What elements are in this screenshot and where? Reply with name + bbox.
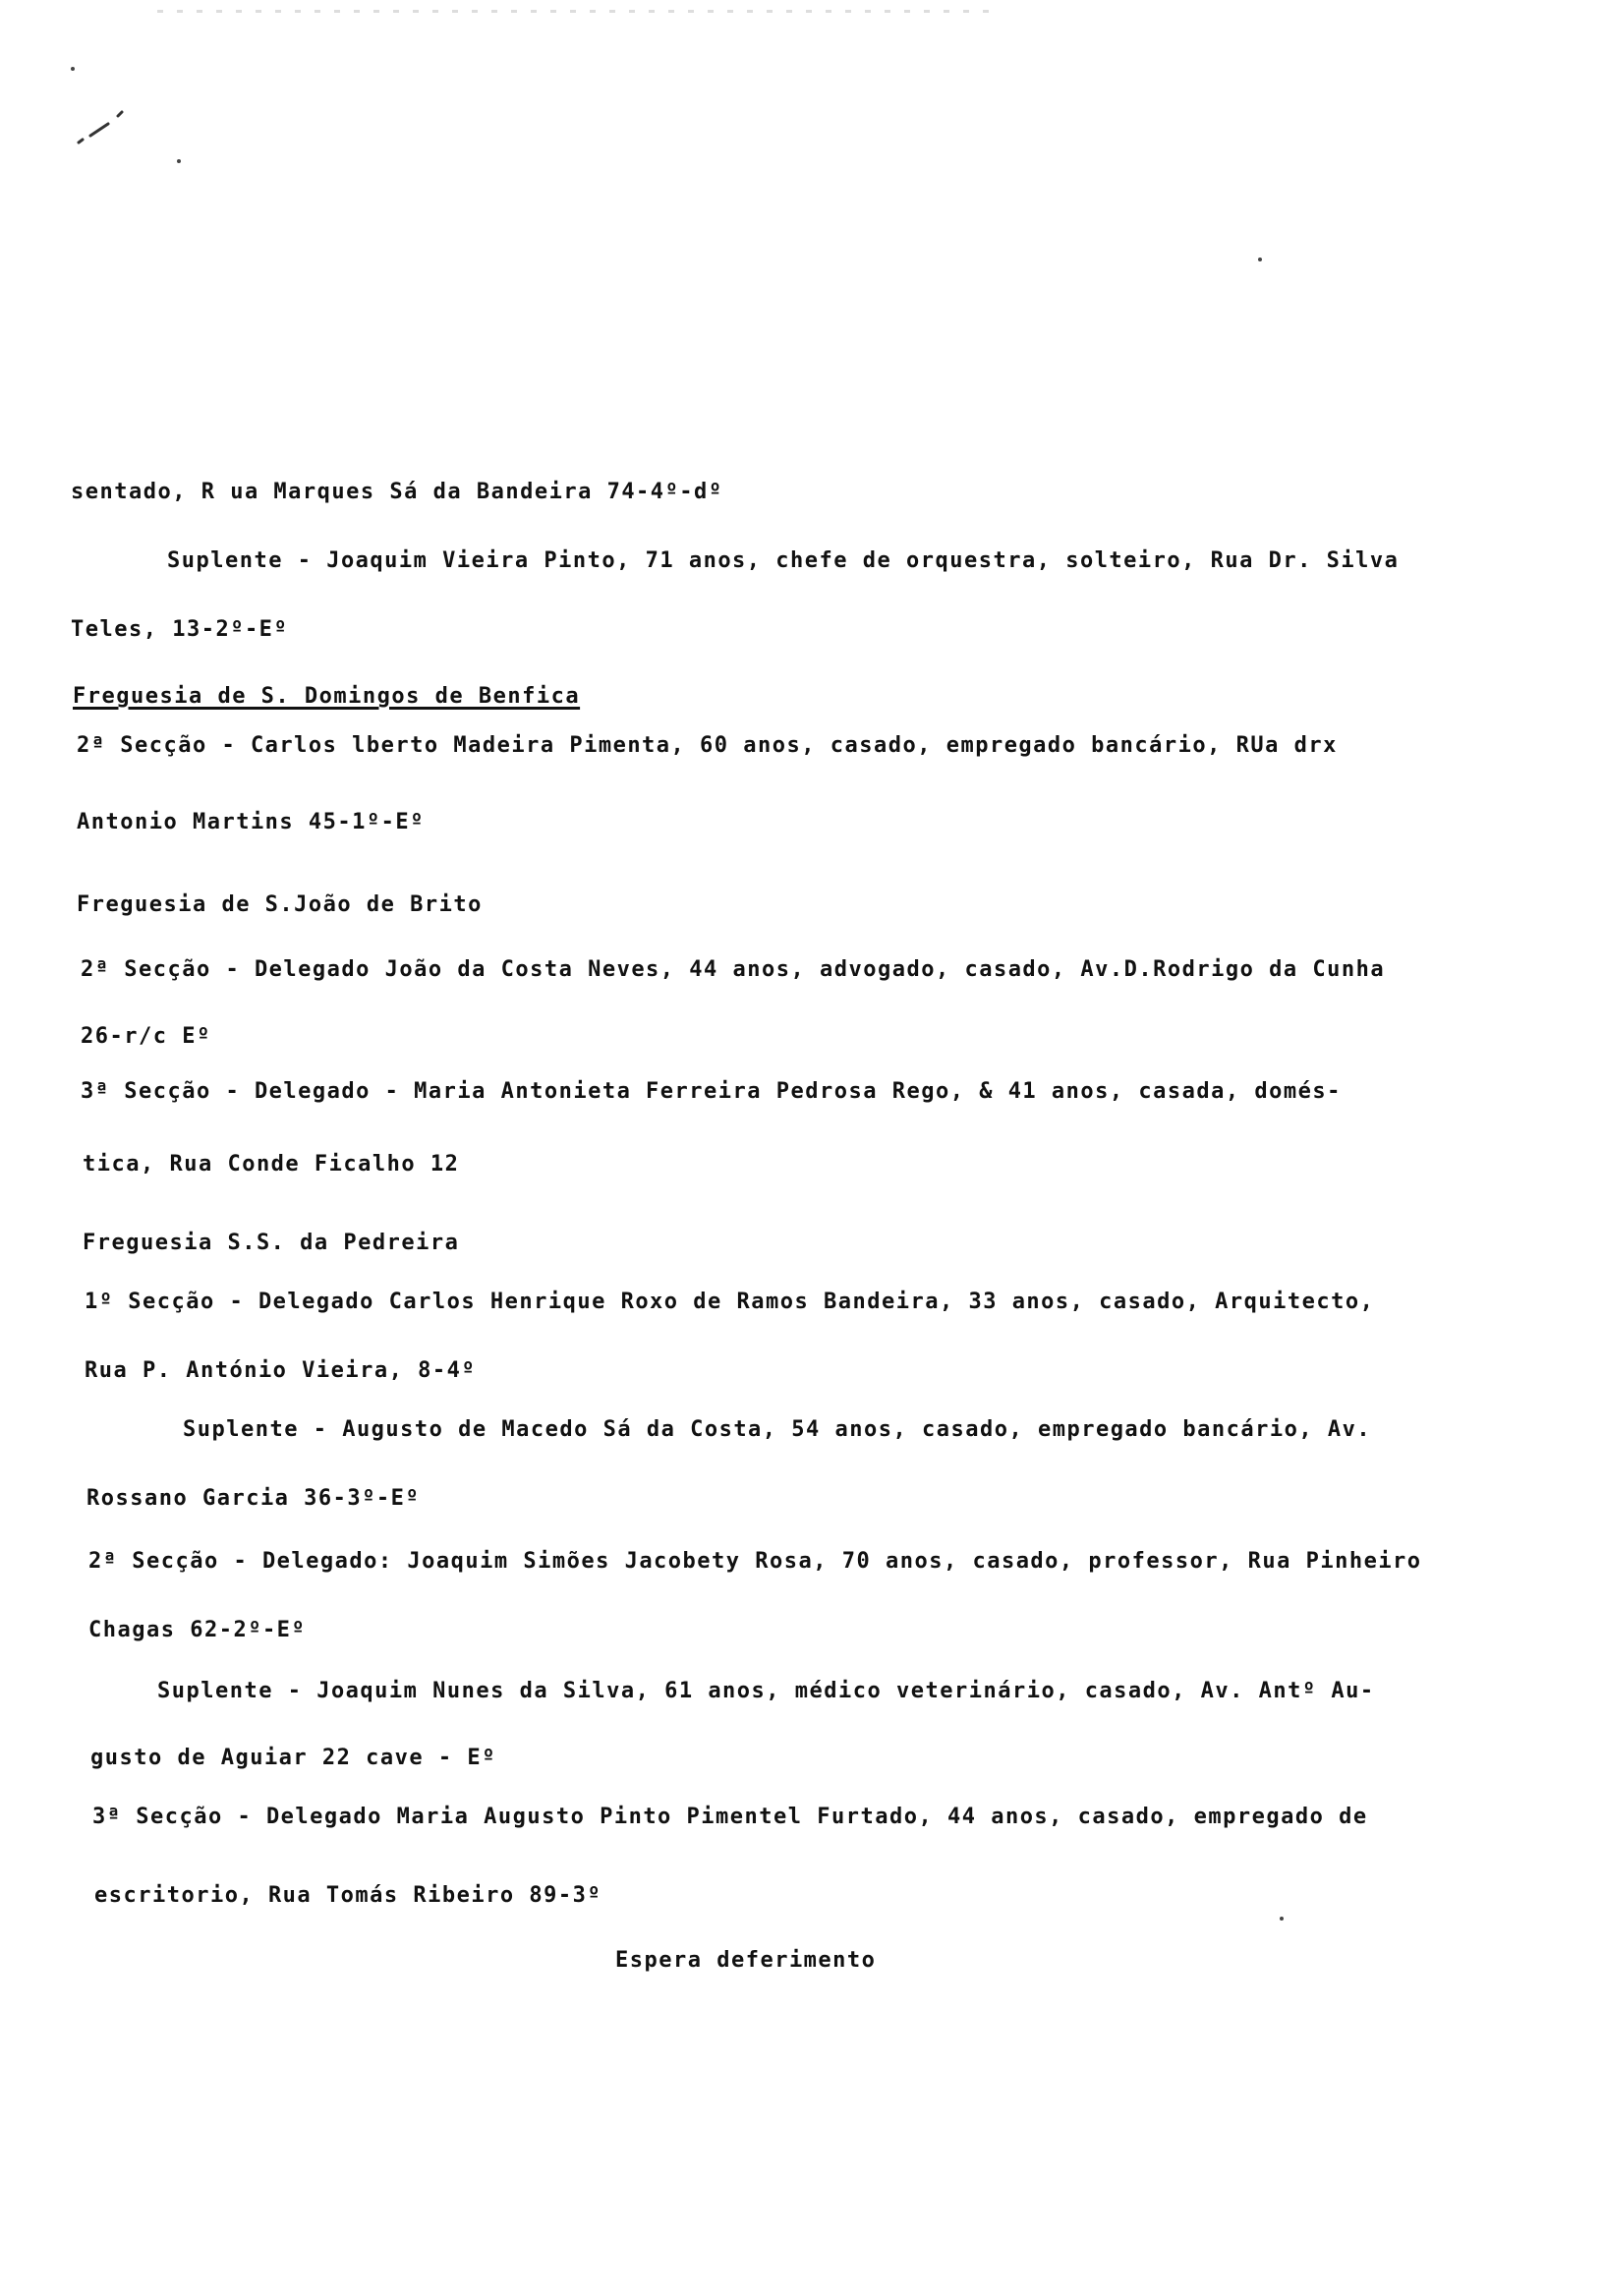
text-line: Chagas 62-2º-Eº	[88, 1618, 307, 1642]
text-line: 1º Secção - Delegado Carlos Henrique Roxo de Ramos Bandeira, 33 anos, casado, Arquitecto,	[85, 1290, 1375, 1314]
text-line: 2ª Secção - Delegado João da Costa Neves, 44 anos, advogado, casado, Av.D.Rodrigo da Cunha	[81, 957, 1386, 982]
parish-heading: Freguesia S.S. da Pedreira	[83, 1231, 460, 1255]
text-line: sentado, R ua Marques Sá da Bandeira 74-4º-dº	[71, 480, 723, 504]
parish-heading: Freguesia de S.João de Brito	[77, 892, 483, 917]
text-line: Suplente - Joaquim Vieira Pinto, 71 anos, chefe de orquestra, solteiro, Rua Dr. Silva	[167, 548, 1400, 573]
text-line: Rua P. António Vieira, 8-4º	[85, 1358, 477, 1383]
closing-line: Espera deferimento	[615, 1948, 877, 1973]
scan-smudge-icon	[69, 98, 147, 157]
text-line: tica, Rua Conde Ficalho 12	[83, 1152, 460, 1177]
text-line: Antonio Martins 45-1º-Eº	[77, 810, 425, 834]
text-line: Rossano Garcia 36-3º-Eº	[86, 1486, 421, 1511]
text-line: Suplente - Joaquim Nunes da Silva, 61 anos, médico veterinário, casado, Av. Antº Au-	[157, 1679, 1375, 1703]
text-line: escritorio, Rua Tomás Ribeiro 89-3º	[94, 1883, 602, 1908]
text-line: Suplente - Augusto de Macedo Sá da Costa, 54 anos, casado, empregado bancário, Av.	[183, 1417, 1372, 1442]
scan-speck	[177, 159, 181, 163]
text-line: 2ª Secção - Delegado: Joaquim Simões Jacobety Rosa, 70 anos, casado, professor, Rua Pinheiro	[88, 1549, 1422, 1574]
text-line: 26-r/c Eº	[81, 1024, 211, 1049]
text-line: 3ª Secção - Delegado - Maria Antonieta Ferreira Pedrosa Rego, & 41 anos, casada, domés-	[81, 1079, 1342, 1104]
scan-speck	[71, 67, 75, 71]
text-line: 3ª Secção - Delegado Maria Augusto Pinto Pimentel Furtado, 44 anos, casado, empregado de	[92, 1805, 1368, 1829]
text-line: Teles, 13-2º-Eº	[71, 617, 289, 642]
text-line: gusto de Aguiar 22 cave - Eº	[90, 1746, 496, 1770]
scan-noise	[157, 10, 1002, 13]
scan-speck	[1258, 258, 1262, 261]
text-line: 2ª Secção - Carlos lberto Madeira Pimenta, 60 anos, casado, empregado bancário, RUa drx	[77, 733, 1338, 758]
parish-heading: Freguesia de S. Domingos de Benfica	[73, 684, 581, 709]
scan-speck	[1280, 1917, 1284, 1921]
